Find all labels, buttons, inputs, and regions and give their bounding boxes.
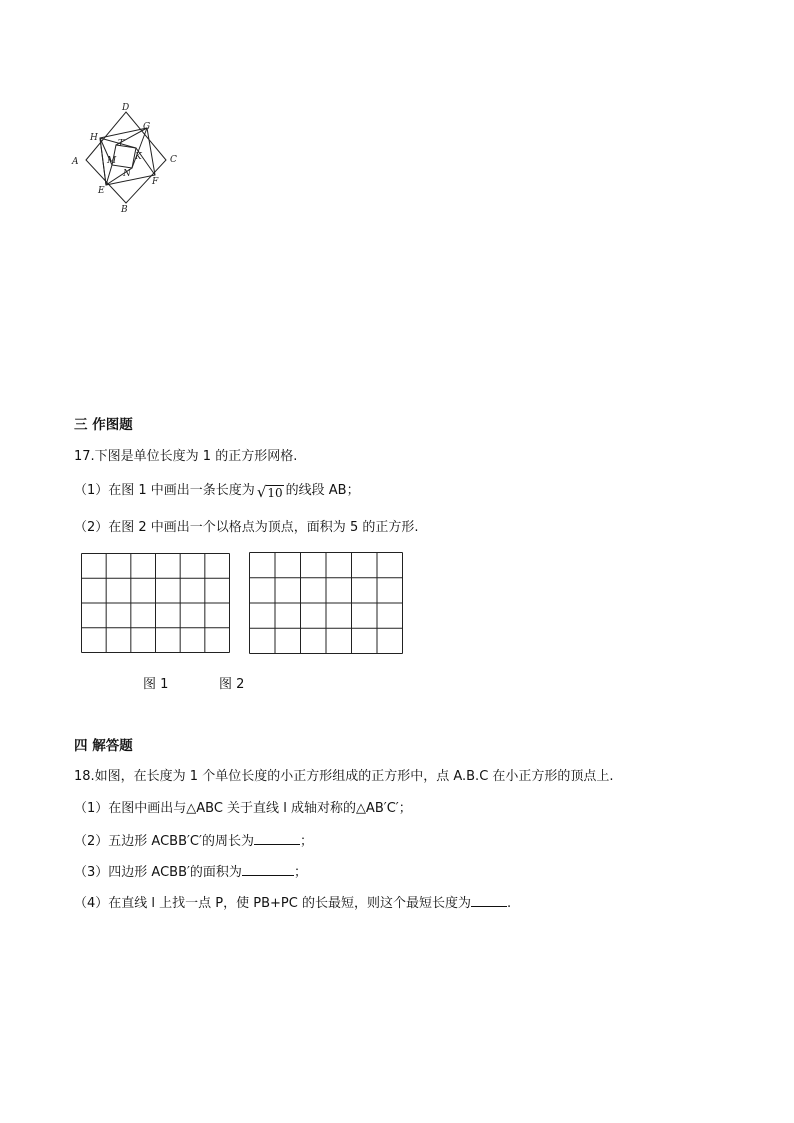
point-label-m: M — [107, 156, 117, 166]
grid-figure-2 — [249, 552, 404, 655]
section-heading-drawing: 三 作图题 — [74, 417, 133, 433]
question-18-part2 — [74, 831, 313, 851]
q17-part1-suffix: 的线段 AB； — [285, 483, 360, 498]
radical-sign-icon: √ — [256, 483, 267, 501]
q18-part3-suffix: ； — [293, 865, 307, 880]
point-label-t: T — [118, 139, 125, 149]
point-label-f: F — [152, 177, 159, 187]
question-17-intro: 17.下图是单位长度为 1 的正方形网格. — [74, 449, 298, 464]
answer-blank-shortest-length[interactable] — [471, 893, 507, 907]
point-label-a: A — [72, 157, 79, 167]
question-18-intro: 18.如图，在长度为 1 个单位长度的小正方形组成的正方形中，点 A.B.C 在小正方形的顶点上. — [74, 769, 614, 784]
question-18-part3 — [74, 862, 307, 882]
section-heading-solution: 四 解答题 — [74, 738, 133, 754]
question-17-part2: （2）在图 2 中画出一个以格点为顶点，面积为 5 的正方形. — [74, 520, 419, 535]
point-label-n: N — [123, 169, 131, 179]
q17-part1-prefix: （1）在图 1 中画出一条长度为 — [74, 483, 255, 498]
square-geometry-figure — [68, 98, 188, 216]
q18-part2-suffix: ； — [299, 834, 313, 849]
point-label-g: G — [143, 122, 151, 132]
q18-part2-prefix: （2）五边形 ACBB′C′的周长为 — [74, 834, 254, 849]
figure-1-label: 图 1 — [143, 677, 169, 692]
sqrt-radicand: 10 — [267, 486, 283, 500]
answer-blank-perimeter[interactable] — [254, 831, 300, 845]
point-label-e: E — [98, 186, 105, 196]
question-18-part1: （1）在图中画出与△ABC 关于直线 l 成轴对称的△AB′C′； — [74, 801, 412, 816]
grid-figure-1 — [81, 553, 231, 654]
q18-part3-prefix: （3）四边形 ACBB′的面积为 — [74, 865, 242, 880]
q18-part4-prefix: （4）在直线 l 上找一点 P，使 PB+PC 的长最短，则这个最短长度为 — [74, 896, 471, 911]
point-label-h: H — [90, 133, 98, 143]
answer-blank-area[interactable] — [242, 862, 294, 876]
question-17-part1 — [74, 482, 360, 500]
question-18-part4 — [74, 893, 511, 913]
point-label-d: D — [122, 103, 130, 113]
point-label-c: C — [170, 155, 177, 165]
q18-part4-suffix: . — [506, 896, 512, 911]
point-label-k: K — [135, 152, 142, 162]
figure-2-label: 图 2 — [219, 677, 245, 692]
sqrt-expression — [257, 484, 284, 500]
point-label-b: B — [121, 205, 128, 215]
